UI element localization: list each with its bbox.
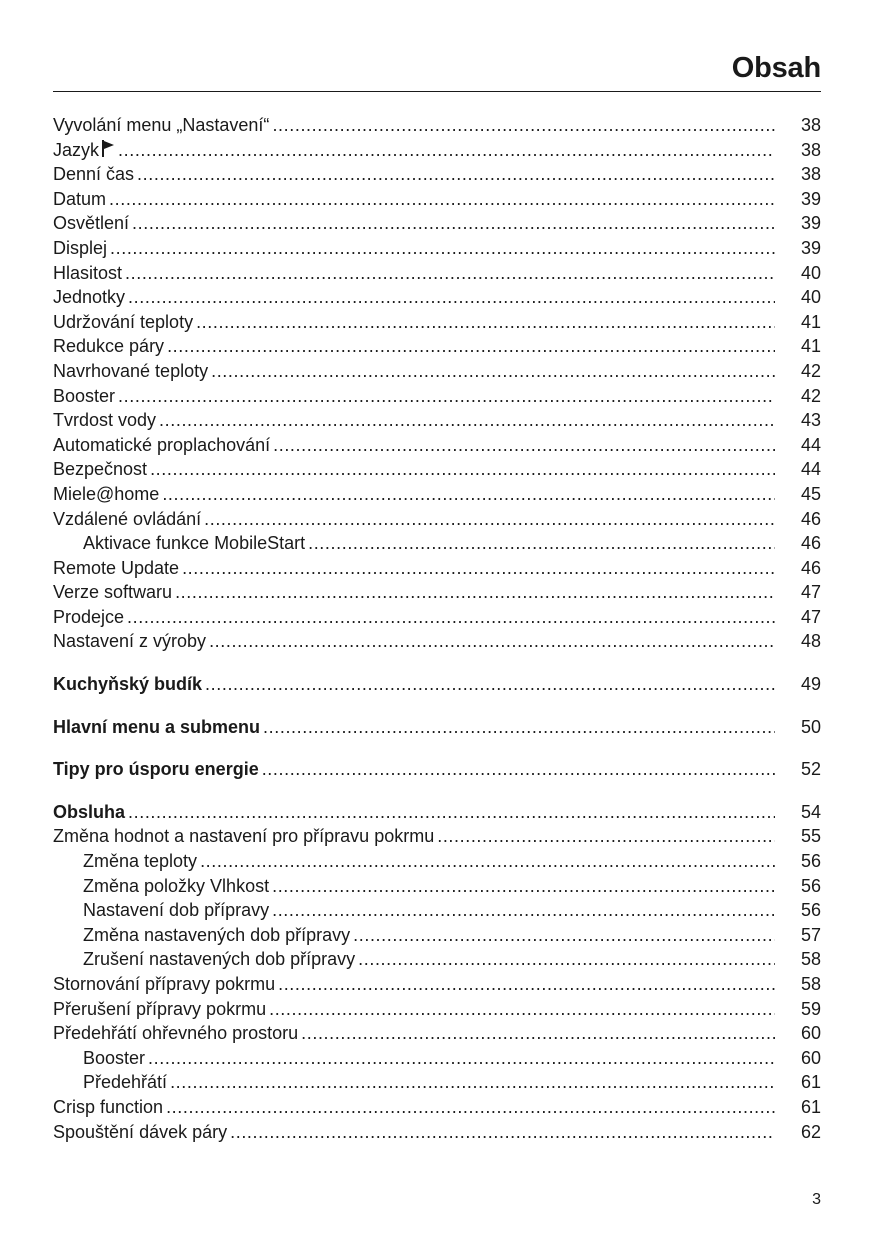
toc-entry-page: 46 xyxy=(800,508,821,529)
toc-entry-title: Přerušení přípravy pokrmu xyxy=(53,998,267,1019)
toc-entry[interactable] xyxy=(53,849,821,874)
toc-entry[interactable] xyxy=(53,605,821,630)
toc-entry-page: 61 xyxy=(800,1096,821,1117)
toc-entry-title: Spouštění dávek páry xyxy=(53,1121,228,1142)
toc-entry-title: Prodejce xyxy=(53,606,125,627)
toc-entry[interactable] xyxy=(53,334,821,359)
toc-entry-label xyxy=(53,715,260,740)
toc-entry-title: Změna teploty xyxy=(83,851,198,872)
dot-leader xyxy=(132,211,775,236)
toc-entry-page: 38 xyxy=(800,139,821,160)
toc-entry-page: 40 xyxy=(800,287,821,308)
dot-leader xyxy=(166,1095,775,1120)
toc-entry-label xyxy=(53,997,266,1022)
toc-entry[interactable] xyxy=(53,310,821,335)
toc-entry-title: Remote Update xyxy=(53,557,180,578)
toc-entry-page: 42 xyxy=(800,360,821,381)
toc-entry[interactable] xyxy=(53,757,821,782)
toc-entry-page: 55 xyxy=(800,826,821,847)
toc-entry[interactable] xyxy=(53,113,821,138)
toc-entry-label xyxy=(53,629,206,654)
toc-entry-title: Datum xyxy=(53,188,107,209)
dot-leader xyxy=(272,874,775,899)
dot-leader xyxy=(137,162,775,187)
dot-leader xyxy=(162,482,775,507)
header-divider xyxy=(53,91,821,92)
toc-entry-label xyxy=(53,757,259,782)
dot-leader xyxy=(182,556,775,581)
toc-entry-title: Displej xyxy=(53,237,108,258)
toc-entry-title: Osvětlení xyxy=(53,213,130,234)
dot-leader xyxy=(230,1120,775,1145)
toc-entry-label xyxy=(53,800,125,825)
toc-entry[interactable] xyxy=(53,359,821,384)
toc-entry[interactable] xyxy=(53,457,821,482)
toc-entry-label xyxy=(53,457,147,482)
dot-leader xyxy=(269,997,775,1022)
toc-entry-title: Předehřátí ohřevného prostoru xyxy=(53,1023,299,1044)
toc-entry-page: 47 xyxy=(800,606,821,627)
table-of-contents xyxy=(53,113,821,1144)
toc-entry-page: 56 xyxy=(800,851,821,872)
dot-leader xyxy=(196,310,775,335)
toc-entry-label xyxy=(53,162,134,187)
toc-entry-label xyxy=(53,605,124,630)
dot-leader xyxy=(272,898,775,923)
dot-leader xyxy=(272,113,775,138)
toc-entry-title: Udržování teploty xyxy=(53,311,194,332)
toc-entry-label xyxy=(53,1070,167,1095)
dot-leader xyxy=(278,972,775,997)
toc-entry-title: Booster xyxy=(53,385,116,406)
toc-entry[interactable] xyxy=(53,556,821,581)
toc-entry-title: Nastavení z výroby xyxy=(53,631,207,652)
toc-entry[interactable] xyxy=(53,384,821,409)
toc-entry-label xyxy=(53,433,270,458)
toc-entry-label xyxy=(53,334,164,359)
toc-entry[interactable] xyxy=(53,482,821,507)
dot-leader xyxy=(159,408,775,433)
toc-entry-page: 59 xyxy=(800,998,821,1019)
toc-entry-page: 42 xyxy=(800,385,821,406)
dot-leader xyxy=(301,1021,775,1046)
toc-entry-page: 39 xyxy=(800,213,821,234)
toc-entry[interactable] xyxy=(53,629,821,654)
toc-entry-title: Hlavní menu a submenu xyxy=(53,716,261,737)
toc-entry-title: Verze softwaru xyxy=(53,582,173,603)
dot-leader xyxy=(167,334,775,359)
toc-entry[interactable] xyxy=(53,947,821,972)
toc-entry-label xyxy=(53,849,197,874)
toc-entry-title: Kuchyňský budík xyxy=(53,674,203,695)
toc-entry-label xyxy=(53,138,115,163)
toc-entry-page: 49 xyxy=(800,674,821,695)
dot-leader xyxy=(175,580,775,605)
toc-entry[interactable] xyxy=(53,162,821,187)
dot-leader xyxy=(200,849,775,874)
toc-entry-label xyxy=(53,384,115,409)
toc-entry-page: 61 xyxy=(800,1072,821,1093)
dot-leader xyxy=(211,359,775,384)
toc-entry-label xyxy=(53,531,305,556)
toc-entry-title: Jednotky xyxy=(53,287,126,308)
toc-entry-page: 43 xyxy=(800,410,821,431)
toc-entry[interactable] xyxy=(53,580,821,605)
toc-entry-title: Jazyk xyxy=(53,139,100,160)
toc-entry-title: Crisp function xyxy=(53,1096,164,1117)
toc-entry[interactable] xyxy=(53,1021,821,1046)
dot-leader xyxy=(437,824,775,849)
dot-leader xyxy=(109,187,775,212)
dot-leader xyxy=(273,433,775,458)
toc-entry-title: Redukce páry xyxy=(53,336,165,357)
dot-leader xyxy=(205,672,775,697)
toc-entry-page: 41 xyxy=(800,336,821,357)
toc-entry[interactable] xyxy=(53,433,821,458)
toc-entry-page: 52 xyxy=(800,759,821,780)
page-title: Obsah xyxy=(731,52,821,84)
toc-entry[interactable] xyxy=(53,507,821,532)
toc-entry-page: 38 xyxy=(800,115,821,135)
toc-entry-page: 58 xyxy=(800,974,821,994)
page-number: 3 xyxy=(812,1191,821,1208)
toc-entry[interactable] xyxy=(53,1046,821,1071)
toc-entry-title: Obsluha xyxy=(53,801,126,822)
toc-entry-title: Denní čas xyxy=(53,164,135,185)
dot-leader xyxy=(118,138,775,163)
toc-entry-title: Miele@home xyxy=(53,483,160,504)
toc-entry-label xyxy=(53,211,129,236)
toc-entry-page: 56 xyxy=(800,875,821,896)
dot-leader xyxy=(262,757,775,782)
toc-entry[interactable] xyxy=(53,972,821,997)
toc-entry[interactable] xyxy=(53,408,821,433)
toc-entry[interactable] xyxy=(53,531,821,556)
toc-entry-page: 41 xyxy=(800,311,821,332)
toc-entry-title: Aktivace funkce MobileStart xyxy=(83,533,306,554)
dot-leader xyxy=(204,507,775,532)
toc-entry-page: 58 xyxy=(800,949,821,970)
dot-leader xyxy=(353,923,775,948)
dot-leader xyxy=(170,1070,775,1095)
toc-entry-page: 62 xyxy=(800,1121,821,1142)
toc-entry[interactable] xyxy=(53,187,821,212)
toc-entry-page: 60 xyxy=(800,1047,821,1068)
toc-entry-title: Navrhované teploty xyxy=(53,360,209,381)
dot-leader xyxy=(150,457,775,482)
toc-entry-label xyxy=(53,580,172,605)
toc-entry[interactable] xyxy=(53,715,821,740)
toc-entry-page: 46 xyxy=(800,533,821,554)
toc-entry[interactable] xyxy=(53,236,821,261)
toc-entry[interactable] xyxy=(53,1120,821,1145)
toc-entry[interactable] xyxy=(53,285,821,310)
toc-entry-page: 60 xyxy=(800,1023,821,1044)
toc-entry-page: 40 xyxy=(800,262,821,283)
toc-entry-page: 44 xyxy=(800,434,821,455)
toc-entry-label xyxy=(53,408,156,433)
toc-entry-title: Předehřátí xyxy=(83,1072,168,1093)
toc-entry[interactable] xyxy=(53,261,821,286)
dot-leader xyxy=(148,1046,775,1071)
toc-entry-label xyxy=(53,1021,298,1046)
dot-leader xyxy=(308,531,775,556)
toc-entry-title: Bezpečnost xyxy=(53,459,148,480)
toc-entry-page: 56 xyxy=(800,900,821,921)
toc-entry-title: Booster xyxy=(83,1047,146,1068)
toc-entry-page: 39 xyxy=(800,237,821,258)
toc-entry-label xyxy=(53,1046,145,1071)
toc-entry-title: Tipy pro úsporu energie xyxy=(53,759,259,780)
toc-entry-label xyxy=(53,874,269,899)
dot-leader xyxy=(110,236,775,261)
dot-leader xyxy=(358,947,775,972)
toc-entry-label xyxy=(53,507,201,532)
toc-entry[interactable] xyxy=(53,898,821,923)
toc-entry[interactable] xyxy=(53,997,821,1022)
toc-entry[interactable] xyxy=(53,824,821,849)
toc-entry-label xyxy=(53,310,193,335)
toc-entry-title: Změna nastavených dob přípravy xyxy=(83,924,351,945)
dot-leader xyxy=(263,715,775,740)
toc-entry-label xyxy=(53,556,179,581)
dot-leader xyxy=(128,285,775,310)
toc-entry-page: 38 xyxy=(800,164,821,185)
toc-entry-label xyxy=(53,947,355,972)
toc-entry-page: 45 xyxy=(800,483,821,504)
toc-entry-label xyxy=(53,898,269,923)
toc-entry-title: Změna hodnot a nastavení pro přípravu pokrmu xyxy=(53,826,435,847)
toc-entry-label xyxy=(53,187,106,212)
toc-entry-label xyxy=(53,285,125,310)
toc-entry[interactable] xyxy=(53,1070,821,1095)
toc-entry[interactable] xyxy=(53,138,821,163)
toc-entry-label xyxy=(53,261,122,286)
toc-entry[interactable] xyxy=(53,672,821,697)
toc-entry-page: 54 xyxy=(800,801,821,822)
toc-entry-label xyxy=(53,1095,163,1120)
toc-entry-page: 48 xyxy=(800,631,821,652)
toc-entry[interactable] xyxy=(53,1095,821,1120)
dot-leader xyxy=(125,261,775,286)
toc-entry-title: Tvrdost vody xyxy=(53,410,157,431)
flag-icon xyxy=(101,140,115,157)
toc-entry[interactable] xyxy=(53,923,821,948)
toc-entry-title: Automatické proplachování xyxy=(53,434,271,455)
toc-entry-label xyxy=(53,236,107,261)
dot-leader xyxy=(128,800,775,825)
dot-leader xyxy=(209,629,775,654)
toc-entry-title: Zrušení nastavených dob přípravy xyxy=(83,949,356,970)
toc-entry-label xyxy=(53,1120,227,1145)
toc-entry-page: 50 xyxy=(800,716,821,737)
toc-entry-label xyxy=(53,113,269,138)
toc-entry-title: Hlasitost xyxy=(53,262,123,283)
toc-entry-page: 57 xyxy=(800,924,821,945)
toc-entry[interactable] xyxy=(53,874,821,899)
toc-entry-label xyxy=(53,482,159,507)
dot-leader xyxy=(127,605,775,630)
toc-entry-title: Vyvolání menu „Nastavení“ xyxy=(53,115,270,135)
toc-entry-label xyxy=(53,824,434,849)
toc-entry-page: 47 xyxy=(800,582,821,603)
toc-entry-page: 44 xyxy=(800,459,821,480)
toc-entry-title: Stornování přípravy pokrmu xyxy=(53,974,276,994)
toc-entry-title: Změna položky Vlhkost xyxy=(83,875,270,896)
dot-leader xyxy=(118,384,775,409)
toc-entry-page: 39 xyxy=(800,188,821,209)
toc-entry-page: 46 xyxy=(800,557,821,578)
toc-entry[interactable] xyxy=(53,800,821,825)
toc-entry-label xyxy=(53,923,350,948)
toc-entry-title: Nastavení dob přípravy xyxy=(83,900,270,921)
toc-entry-label xyxy=(53,672,202,697)
toc-entry-title: Vzdálené ovládání xyxy=(53,508,202,529)
toc-entry-label xyxy=(53,972,275,997)
toc-entry-label xyxy=(53,359,208,384)
toc-entry[interactable] xyxy=(53,211,821,236)
